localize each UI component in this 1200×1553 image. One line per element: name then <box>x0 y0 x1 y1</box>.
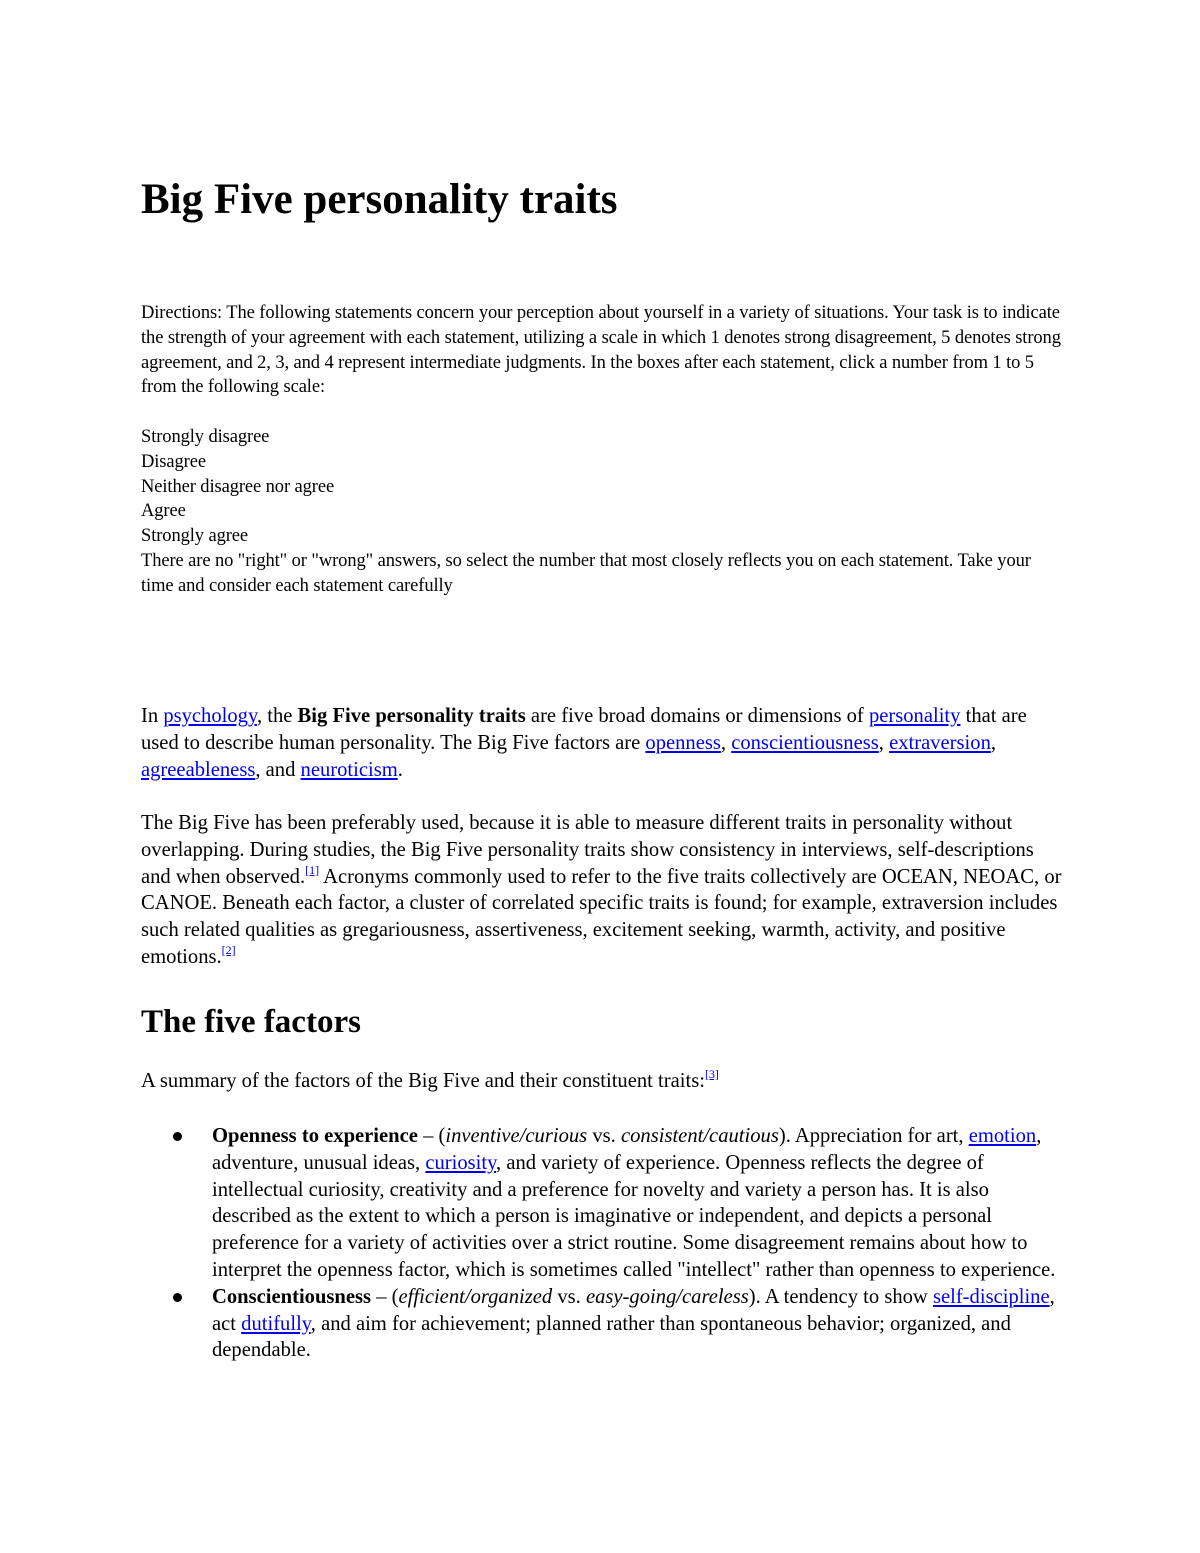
overview-paragraph: The Big Five has been preferably used, because it is able to measure different traits in personality without overlapping. During studies, the Big Five personality traits show consistency in interviews, self-descriptions and when observed.[1] Acronyms commonly used to refer to the five traits collectively are OCEAN, NEOAC, or CANOE. Beneath each factor, a cluster of correlated specific traits is found; for example, extraversion includes such related qualities as gregariousness, assertiveness, excitement seeking, warmth, activity, and positive emotions.[2] <box>141 812 1062 968</box>
factor-item-conscientiousness: Conscientiousness – (efficient/organized vs. easy-going/careless). A tendency to show self-discipline, act dutifully, and aim for achievement; planned rather than spontaneous behavior; organized, and dependable. <box>141 1284 1066 1364</box>
section-heading: The five factors <box>141 1004 361 1040</box>
scale-item: Strongly agree <box>141 526 248 547</box>
directions-block <box>141 301 1061 599</box>
scale-item: Strongly disagree <box>141 426 270 447</box>
directions-text: Directions: The following statements concern your perception about yourself in a variety of situations. Your task is to indicate the strength of your agreement with each statement, utilizing a scale in which 1 denotes strong disagreement, 5 denotes strong agreement, and 2, 3, and 4 represent intermediate judgments. In the boxes after each statement, click a number from 1 to 5 from the following scale: <box>141 303 1061 398</box>
scale-item: Neither disagree nor agree <box>141 476 335 497</box>
factors-list <box>141 1123 1066 1364</box>
link-conscientiousness[interactable]: conscientiousness <box>731 731 879 754</box>
reference-link-2[interactable]: [2] <box>221 942 236 957</box>
bullet-icon <box>173 1132 182 1141</box>
scale-item: Disagree <box>141 451 206 472</box>
link-psychology[interactable]: psychology <box>163 705 257 727</box>
link-agreeableness[interactable]: agreeableness <box>141 758 256 781</box>
link-dutifully[interactable]: dutifully <box>241 1312 311 1335</box>
link-extraversion[interactable]: extraversion <box>889 731 991 754</box>
scale-list <box>141 425 1061 549</box>
intro-paragraph: In psychology, the Big Five personality traits are five broad domains or dimensions of personality that are used to describe human personality. The Big Five factors are openness, conscientiousness, extraversion, agreeableness, and neuroticism. <box>141 705 1027 781</box>
reference-link-3[interactable]: [3] <box>704 1067 719 1081</box>
link-openness[interactable]: openness <box>645 731 721 754</box>
link-neuroticism[interactable]: neuroticism <box>300 758 398 781</box>
page-title: Big Five personality traits <box>141 176 618 223</box>
summary-paragraph: A summary of the factors of the Big Five and their constituent traits:[3] <box>141 1067 719 1092</box>
reference-link-1[interactable]: [1] <box>305 862 320 877</box>
link-personality[interactable]: personality <box>868 705 961 727</box>
intro-bold-term: Big Five personality traits <box>297 705 526 727</box>
link-self-discipline[interactable]: self-discipline <box>932 1285 1050 1308</box>
link-emotion[interactable]: emotion <box>968 1125 1037 1147</box>
link-curiosity[interactable]: curiosity <box>425 1151 497 1174</box>
directions-note: There are no "right" or "wrong" answers, so select the number that most closely reflects you on each statement. Take your time and consider each statement carefully <box>141 550 1031 596</box>
factor-item-openness: Openness to experience – (inventive/curious vs. consistent/cautious). Appreciation for art, emotion, adventure, unusual ideas, curiosity, and variety of experience. Openness reflects the degree of intellectual curiosity, creativity and a preference for novelty and variety a person has. It is also described as the extent to which a person is imaginative or independent, and depicts a personal preference for a variety of activities over a strict routine. Some disagreement remains about how to interpret the openness factor, which is sometimes called "intellect" rather than openness to experience. <box>141 1123 1066 1284</box>
scale-item: Agree <box>141 501 186 522</box>
bullet-icon <box>173 1293 182 1302</box>
